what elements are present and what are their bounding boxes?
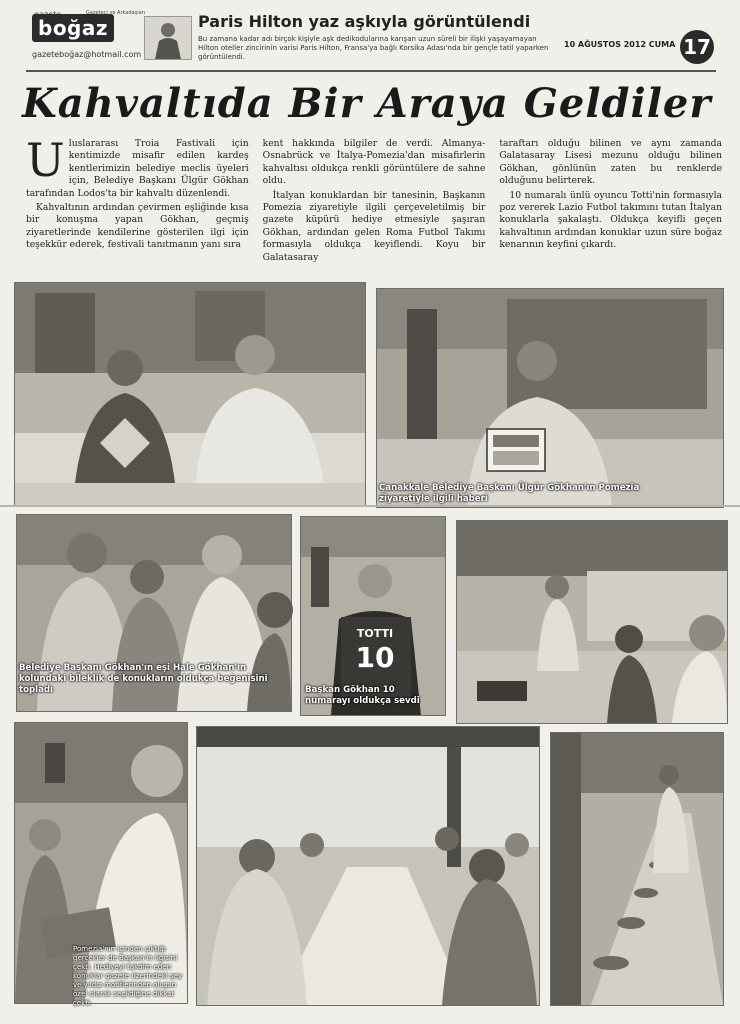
photo-framed-gift: [376, 288, 724, 508]
jersey-name: TOTTI: [356, 627, 394, 640]
article-body: [26, 133, 723, 280]
paragraph: luslararası Troia Fastivali için kentimizde misafir edilen kardeş kentlerimizin belediye meclis üyeleri için, Belediye Başkanı Ülgür Gökhan tarafından Lodos'ta bir kahvaltı düzenlendi.: [26, 138, 249, 199]
teaser-thumbnail: [144, 16, 192, 60]
photo-bracelet: [16, 514, 292, 712]
caption-bracelet: Belediye Başkanı Gökhan'ın eşi Hale Gökhan'ın kolundaki bileklik de konukların oldukça beğenisini topladı: [19, 663, 268, 695]
caption-jersey: Başkan Gökhan 10 numarayı oldukça sevdi: [305, 685, 420, 706]
paragraph: İtalyan konuklardan bir tanesinin, Başkanın Pomezia ziyaretiyle ilgili çerçeveletilmiş bir gazete küpürü hediye etmesiyle şaşıran Gökhan, ardından gelen Roma Futbol Takımı formasıyla oldukça keyiflendi. Koyu bir Galatasaray: [262, 189, 486, 263]
logo-word: boğaz: [32, 14, 114, 42]
paragraph: 10 numaralı ünlü oyuncu Totti'nin formasıyla poz vererek Lazio Futbol takımını tutan İtalyan konuklarla şakalaştı. Oldukça keyifli geçen kahvaltının ardından konuklar uzun süre boğaz kenarının keyfini çıkardı.: [499, 189, 723, 251]
issue-date: 10 AĞUSTOS 2012 CUMA: [564, 40, 676, 49]
contact-email: gazeteboğaz@hotmail.com: [32, 50, 142, 59]
caption-newspaper-gift: Pomezia'nın içinden çıktığı gerçekler de Başkan'ın ilgisini çekti. Hediyeyi takdim eden konuklar gazete üzerindeki şey ve yıldız motiflerinden oluşan özel olarak seçildiğine dikkat çekti.: [73, 945, 183, 1007]
teaser-text: Bu zamana kadar adı birçok kişiyle aşk dedikodularına karışan uzun süreli bir ilişki yaşayamayan Hilton oteller zincirinin varisi Paris Hilton, Fransa'ya bağlı Korsika Adası'nda bir gençle tatil yaparken görüntülendi.: [198, 35, 549, 61]
article-headline: Kahvaltıda Bir Araya Geldiler: [22, 80, 712, 127]
photo-buffet: [550, 732, 724, 1006]
photo-newspaper-gift: [14, 722, 188, 1007]
photo-long-table: [196, 726, 540, 1006]
logo-subtitle: Gazeteci ve Arkadaşları: [86, 10, 146, 16]
paragraph: kent hakkında bilgiler de verdi. Almanya-Osnabrück ve İtalya-Pomezia'dan misafirlerin kahvaltısı oldukça renkli görüntülere de sahne oldu.: [262, 138, 486, 187]
photo-breakfast-table: [14, 282, 366, 506]
photo-totti-jersey: [300, 516, 446, 716]
page-number-badge: 17: [680, 30, 714, 64]
caption-framed-gift: Çanakkale Belediye Başkanı Ülgür Gökhan'ın Pomezia ziyaretiyle ilgili haberi: [379, 483, 640, 504]
paragraph: taraftarı olduğu bilinen ve aynı zamanda Galatasaray Lisesi mezunu olduğu bilinen Gökhan, gönlünün zaten bu renklerde olduğunu belirterek.: [499, 138, 723, 187]
page-fold-line: [0, 505, 740, 507]
jersey-number: 10: [355, 641, 395, 674]
paragraph: Kahvaltının ardından çevirmen eşliğinde kısa bir konuşma yapan Gökhan, geçmiş ziyaretlerinde kendilerine gösterilen ilgi için teşekkür ederek, festivali tanıtmanın yanı sıra: [26, 202, 249, 251]
article-column-3: [499, 138, 722, 280]
newspaper-logo: [28, 10, 142, 62]
dropcap: U: [26, 133, 65, 187]
teaser-title: Paris Hilton yaz aşkıyla görüntülendi: [198, 12, 531, 31]
article-column-1: [26, 133, 249, 280]
article-column-2: [263, 138, 486, 280]
photo-guests-restaurant: [456, 520, 728, 724]
header-divider: [26, 70, 716, 72]
page-header: [0, 0, 740, 78]
